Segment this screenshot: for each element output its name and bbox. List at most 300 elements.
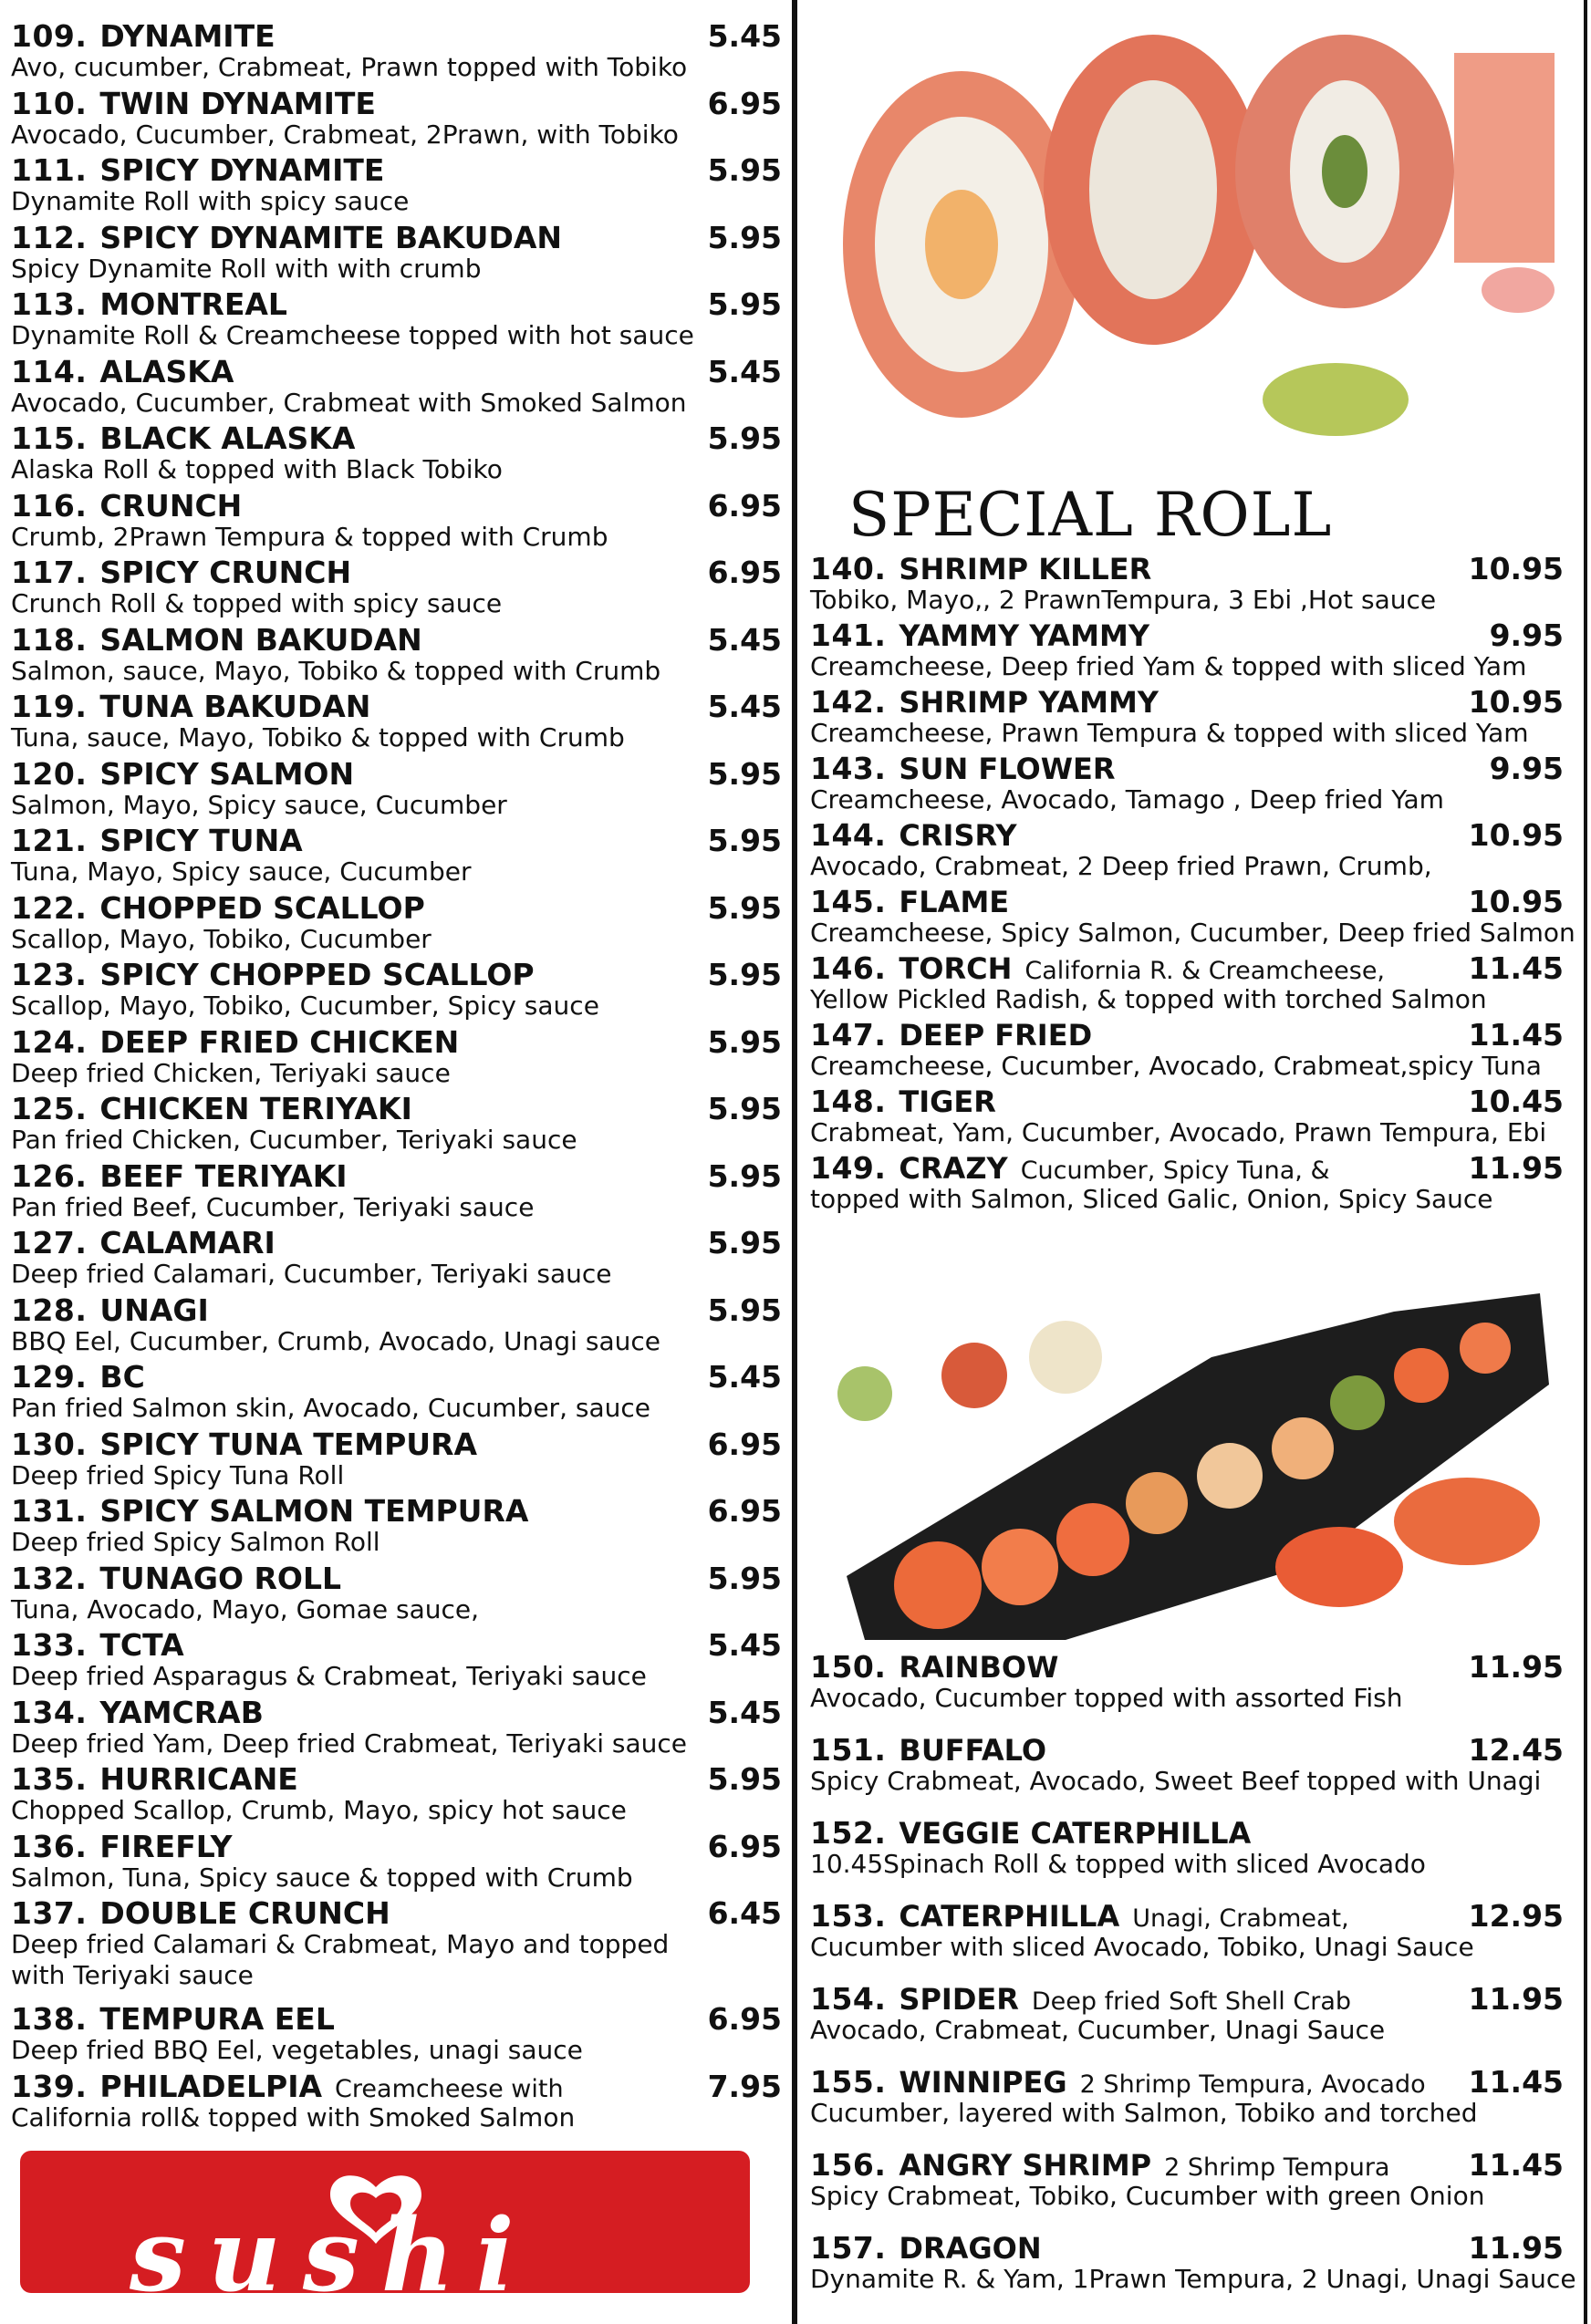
menu-item-number: 139. xyxy=(11,2068,88,2104)
menu-item-description: Spicy Crabmeat, Avocado, Sweet Beef topped with Unagi xyxy=(810,1766,1542,1796)
menu-item-description: Yellow Pickled Radish, & topped with torched Salmon xyxy=(810,984,1487,1014)
menu-item xyxy=(11,488,782,555)
menu-item-header xyxy=(810,1084,1564,1118)
menu-item xyxy=(11,286,782,354)
menu-item-inline-desc: California R. & Creamcheese, xyxy=(1024,957,1386,985)
menu-item xyxy=(11,1359,782,1427)
menu-item-name: SHRIMP KILLER xyxy=(899,552,1152,586)
menu-item-number: 129. xyxy=(11,1359,88,1395)
menu-item-price: 6.95 xyxy=(707,2001,782,2037)
menu-item-price: 5.45 xyxy=(707,1694,782,1730)
menu-item-name: DRAGON xyxy=(899,2231,1042,2266)
menu-item-description: 10.45Spinach Roll & topped with sliced Avocado xyxy=(810,1849,1426,1879)
menu-item-price: 10.95 xyxy=(1468,817,1564,853)
menu-item-price: 7.95 xyxy=(707,2068,782,2104)
menu-item-name: SPICY TUNA TEMPURA xyxy=(99,1426,478,1462)
menu-item-price: 10.95 xyxy=(1468,551,1564,586)
menu-item xyxy=(810,751,1564,817)
menu-item-header xyxy=(11,890,782,925)
menu-item-price: 11.95 xyxy=(1468,2230,1564,2266)
menu-item-header xyxy=(810,1150,1564,1185)
menu-item-header xyxy=(11,1359,782,1394)
menu-item-header xyxy=(11,220,782,254)
menu-item-price: 5.45 xyxy=(707,1359,782,1395)
menu-item-description: Deep fried Spicy Tuna Roll xyxy=(11,1459,345,1490)
menu-item-price: 10.45 xyxy=(1468,1084,1564,1119)
menu-item-header xyxy=(11,2001,782,2036)
menu-item-name: SUN FLOWER xyxy=(899,752,1116,786)
menu-item-price: 6.95 xyxy=(707,555,782,590)
menu-item xyxy=(11,823,782,890)
menu-item xyxy=(810,817,1564,884)
menu-item-name: DYNAMITE xyxy=(99,18,276,54)
menu-item-name: CALAMARI xyxy=(99,1225,276,1261)
menu-item-name: ALASKA xyxy=(99,353,234,389)
menu-item-header xyxy=(11,1561,782,1595)
menu-item-header xyxy=(11,1292,782,1327)
menu-item-price: 5.95 xyxy=(707,1560,782,1596)
menu-item-description: Alaska Roll & topped with Black Tobiko xyxy=(11,454,503,484)
menu-item-description: Pan fried Salmon skin, Avocado, Cucumber, sauce xyxy=(11,1393,650,1423)
menu-item-header xyxy=(11,1427,782,1461)
menu-item-number: 146. xyxy=(810,950,887,986)
menu-item-number: 126. xyxy=(11,1157,88,1194)
menu-item-number: 134. xyxy=(11,1694,88,1730)
menu-item-number: 135. xyxy=(11,1761,88,1797)
menu-item-number: 114. xyxy=(11,353,88,389)
menu-item-description: Avo, cucumber, Crabmeat, Prawn topped with Tobiko xyxy=(11,52,688,82)
menu-item-header xyxy=(11,1829,782,1863)
menu-item-header xyxy=(11,1158,782,1193)
menu-item-price: 5.45 xyxy=(707,18,782,54)
menu-item-description: Tuna, sauce, Mayo, Tobiko & topped with Crumb xyxy=(11,722,625,752)
menu-item xyxy=(11,555,782,622)
menu-item-number: 150. xyxy=(810,1649,887,1685)
menu-item-price: 6.95 xyxy=(707,85,782,121)
menu-item-price: 5.95 xyxy=(707,823,782,858)
menu-item-description: Deep fried Calamari, Cucumber, Teriyaki sauce xyxy=(11,1259,612,1289)
menu-item-number: 120. xyxy=(11,755,88,792)
menu-item-header xyxy=(11,354,782,389)
menu-item-header xyxy=(11,622,782,657)
menu-item xyxy=(11,1493,782,1561)
menu-item-header xyxy=(11,689,782,723)
menu-item-price: 6.95 xyxy=(707,1493,782,1529)
menu-item xyxy=(810,2230,1576,2313)
menu-item xyxy=(11,1024,782,1092)
menu-item-header xyxy=(810,817,1564,852)
menu-item-number: 125. xyxy=(11,1091,88,1126)
menu-item xyxy=(810,2064,1564,2147)
menu-item-number: 131. xyxy=(11,1493,88,1529)
menu-item-description: Chopped Scallop, Crumb, Mayo, spicy hot sauce xyxy=(11,1795,627,1825)
menu-item-description: Crabmeat, Yam, Cucumber, Avocado, Prawn Tempura, Ebi xyxy=(810,1117,1547,1147)
menu-item-description: with Teriyaki sauce xyxy=(11,1960,254,1990)
menu-item-name: SALMON BAKUDAN xyxy=(99,621,422,658)
menu-item-name: TWIN DYNAMITE xyxy=(99,85,376,121)
menu-item-price: 11.45 xyxy=(1468,2064,1564,2100)
menu-item-description: Avocado, Cucumber topped with assorted Fish xyxy=(810,1683,1403,1713)
menu-item-header xyxy=(810,617,1564,652)
menu-item-header xyxy=(810,2147,1564,2182)
menu-item-number: 132. xyxy=(11,1560,88,1596)
menu-item-description: Pan fried Beef, Cucumber, Teriyaki sauce xyxy=(11,1191,535,1222)
menu-item-name: FIREFLY xyxy=(99,1828,233,1864)
menu-item xyxy=(810,1815,1564,1898)
menu-item xyxy=(810,617,1564,684)
menu-item xyxy=(11,2001,782,2069)
menu-item-name: YAMCRAB xyxy=(99,1694,264,1730)
sushi-banner xyxy=(20,2151,750,2314)
menu-item xyxy=(11,220,782,287)
menu-item-description: Creamcheese, Spicy Salmon, Cucumber, Deep fried Salmon xyxy=(810,918,1575,948)
menu-item-price: 11.95 xyxy=(1468,1981,1564,2017)
menu-item xyxy=(11,1695,782,1762)
menu-item xyxy=(11,756,782,824)
menu-item-name: VEGGIE CATERPHILLA xyxy=(899,1816,1252,1851)
menu-item-number: 111. xyxy=(11,152,88,188)
menu-item-header xyxy=(810,684,1564,719)
menu-item-header xyxy=(11,1225,782,1260)
menu-item-header xyxy=(810,1981,1564,2016)
menu-item-price: 5.95 xyxy=(707,1225,782,1261)
menu-item-description: Deep fried Chicken, Teriyaki sauce xyxy=(11,1057,451,1088)
menu-item-description: Crunch Roll & topped with spicy sauce xyxy=(11,588,503,618)
menu-item xyxy=(11,957,782,1024)
menu-item-name: CHOPPED SCALLOP xyxy=(99,889,425,926)
menu-item-name: FLAME xyxy=(899,885,1010,919)
menu-item-header xyxy=(11,420,782,455)
menu-item-price: 6.95 xyxy=(707,487,782,524)
menu-item-description: BBQ Eel, Cucumber, Crumb, Avocado, Unagi sauce xyxy=(11,1325,660,1356)
menu-item-number: 142. xyxy=(810,684,887,720)
menu-item-name: SPICY DYNAMITE xyxy=(99,152,385,188)
menu-item-description: Tuna, Mayo, Spicy sauce, Cucumber xyxy=(11,856,472,887)
menu-item-header xyxy=(810,1732,1564,1767)
menu-item-price: 10.95 xyxy=(1468,684,1564,720)
menu-item-name: MONTREAL xyxy=(99,286,287,322)
menu-item-header xyxy=(11,488,782,523)
menu-item-name: TUNAGO ROLL xyxy=(99,1560,342,1596)
menu-item-description: Avocado, Crabmeat, Cucumber, Unagi Sauce xyxy=(810,2015,1386,2045)
menu-item-description: topped with Salmon, Sliced Galic, Onion, Spicy Sauce xyxy=(810,1184,1493,1214)
menu-item-header xyxy=(11,555,782,589)
menu-item-description: Avocado, Cucumber, Crabmeat, 2Prawn, with Tobiko xyxy=(11,119,679,150)
menu-item-name: SPICY TUNA xyxy=(99,823,303,858)
menu-item-name: CRISRY xyxy=(899,818,1017,853)
special-roll-heading: SPECIAL ROLL xyxy=(848,480,1333,550)
menu-item-price: 6.95 xyxy=(707,1828,782,1864)
sushi-roll-photo xyxy=(825,16,1555,465)
menu-item-name: BUFFALO xyxy=(899,1733,1047,1768)
menu-item-header xyxy=(11,756,782,791)
menu-item-number: 133. xyxy=(11,1627,88,1663)
menu-item-number: 144. xyxy=(810,817,887,853)
menu-item xyxy=(11,1561,782,1628)
menu-item-description: Avocado, Crabmeat, 2 Deep fried Prawn, Crumb, xyxy=(810,851,1432,881)
menu-item-price: 5.45 xyxy=(707,621,782,658)
menu-item xyxy=(11,1829,782,1896)
menu-item xyxy=(810,1649,1564,1732)
menu-item-description: Salmon, Mayo, Spicy sauce, Cucumber xyxy=(11,789,507,820)
menu-item-number: 128. xyxy=(11,1292,88,1328)
menu-item-name: TIGER xyxy=(899,1084,996,1119)
menu-item-description: Scallop, Mayo, Tobiko, Cucumber, Spicy sauce xyxy=(11,991,599,1021)
menu-item-number: 153. xyxy=(810,1898,887,1934)
menu-item-name: SPIDER xyxy=(899,1982,1019,2017)
menu-item xyxy=(11,1225,782,1292)
menu-item-number: 115. xyxy=(11,420,88,456)
menu-item-name: DOUBLE CRUNCH xyxy=(99,1895,390,1931)
menu-item-name: SPICY CHOPPED SCALLOP xyxy=(99,957,535,992)
menu-item xyxy=(11,18,782,86)
menu-item-number: 119. xyxy=(11,689,88,724)
menu-item xyxy=(11,152,782,220)
menu-item-number: 155. xyxy=(810,2064,887,2100)
menu-item-description: Deep fried Asparagus & Crabmeat, Teriyaki sauce xyxy=(11,1661,647,1691)
menu-item-number: 127. xyxy=(11,1225,88,1261)
menu-item xyxy=(810,1898,1564,1981)
menu-item xyxy=(11,622,782,690)
menu-item xyxy=(810,950,1564,1017)
menu-item-price: 11.45 xyxy=(1468,1017,1564,1053)
menu-item-description: California roll& topped with Smoked Salmon xyxy=(11,2101,576,2132)
menu-item-name: BLACK ALASKA xyxy=(99,420,356,456)
menu-item-price: 5.95 xyxy=(707,755,782,792)
menu-item-number: 147. xyxy=(810,1017,887,1053)
menu-item-header xyxy=(11,957,782,991)
menu-item-number: 121. xyxy=(11,823,88,858)
menu-item-description: Deep fried Spicy Salmon Roll xyxy=(11,1527,380,1557)
menu-item-header xyxy=(11,18,782,53)
menu-item-name: CRUNCH xyxy=(99,487,243,524)
menu-item-name: SPICY CRUNCH xyxy=(99,555,352,590)
menu-item-price: 5.45 xyxy=(707,689,782,724)
menu-item-inline-desc: Unagi, Crabmeat, xyxy=(1132,1904,1349,1933)
menu-item-description: Deep fried Yam, Deep fried Crabmeat, Teriyaki sauce xyxy=(11,1727,687,1759)
menu-item-name: BC xyxy=(99,1359,145,1395)
menu-item-name: SPICY DYNAMITE BAKUDAN xyxy=(99,219,562,255)
menu-item xyxy=(11,1091,782,1158)
menu-item-header xyxy=(11,1627,782,1662)
menu-item xyxy=(11,86,782,153)
menu-item-number: 138. xyxy=(11,2001,88,2037)
menu-item xyxy=(11,420,782,488)
menu-item-description: Cucumber with sliced Avocado, Tobiko, Unagi Sauce xyxy=(810,1932,1474,1962)
menu-item xyxy=(810,884,1575,950)
sushi-platter-photo xyxy=(828,1275,1558,1640)
menu-item-price: 12.95 xyxy=(1468,1898,1564,1934)
menu-item-header xyxy=(11,1493,782,1528)
menu-item-price: 5.95 xyxy=(707,1091,782,1126)
menu-item-description: Deep fried BBQ Eel, vegetables, unagi sauce xyxy=(11,2035,583,2065)
menu-item xyxy=(11,1895,782,2001)
menu-item-name: UNAGI xyxy=(99,1292,209,1328)
menu-item-description: Creamcheese, Cucumber, Avocado, Crabmeat,spicy Tuna xyxy=(810,1051,1542,1081)
menu-item xyxy=(11,1158,782,1226)
column-divider xyxy=(792,0,797,2324)
menu-item-number: 154. xyxy=(810,1981,887,2017)
menu-item-number: 122. xyxy=(11,889,88,926)
menu-item-inline-desc: 2 Shrimp Tempura xyxy=(1164,2153,1390,2182)
left-menu-column xyxy=(11,18,782,2135)
menu-item-name: WINNIPEG xyxy=(899,2065,1067,2100)
menu-item-number: 116. xyxy=(11,487,88,524)
menu-item-name: PHILADELPIA xyxy=(99,2068,323,2104)
menu-item-header xyxy=(11,86,782,120)
menu-item-name: TCTA xyxy=(99,1627,184,1663)
menu-item xyxy=(810,1084,1564,1150)
menu-item-price: 10.95 xyxy=(1468,884,1564,919)
menu-item-price: 5.95 xyxy=(707,152,782,188)
menu-item xyxy=(11,1627,782,1695)
menu-item-number: 149. xyxy=(810,1150,887,1186)
menu-item-number: 143. xyxy=(810,751,887,786)
menu-item-price: 11.95 xyxy=(1468,1150,1564,1186)
menu-item-price: 5.95 xyxy=(707,1292,782,1328)
menu-item-number: 118. xyxy=(11,621,88,658)
menu-item-number: 157. xyxy=(810,2230,887,2266)
menu-item-header xyxy=(810,950,1564,985)
menu-item-name: SPICY SALMON TEMPURA xyxy=(99,1493,529,1529)
menu-item-header xyxy=(810,884,1564,918)
menu-item-name: ANGRY SHRIMP xyxy=(899,2148,1152,2183)
menu-item-price: 5.95 xyxy=(707,1761,782,1797)
menu-item xyxy=(11,1427,782,1494)
menu-item-header xyxy=(11,1761,782,1796)
menu-item-description: Dynamite R. & Yam, 1Prawn Tempura, 2 Unagi, Unagi Sauce xyxy=(810,2264,1576,2294)
menu-item-number: 117. xyxy=(11,555,88,590)
menu-item-price: 5.95 xyxy=(707,1023,782,1060)
menu-item-number: 137. xyxy=(11,1895,88,1931)
menu-item-price: 5.95 xyxy=(707,957,782,992)
menu-item-price: 12.45 xyxy=(1468,1732,1564,1768)
menu-item-price: 5.95 xyxy=(707,1157,782,1194)
menu-item-header xyxy=(11,823,782,857)
menu-item xyxy=(11,354,782,421)
menu-item-header xyxy=(810,1017,1564,1052)
menu-item-number: 136. xyxy=(11,1828,88,1864)
menu-item-name: CATERPHILLA xyxy=(899,1899,1120,1934)
menu-item-description: Creamcheese, Prawn Tempura & topped with sliced Yam xyxy=(810,718,1529,748)
menu-item-description: Pan fried Chicken, Cucumber, Teriyaki sauce xyxy=(11,1125,577,1155)
menu-item-header xyxy=(810,1898,1564,1933)
menu-item-header xyxy=(810,551,1564,586)
menu-item-header xyxy=(11,1091,782,1126)
menu-item xyxy=(810,1017,1564,1084)
menu-item-header xyxy=(11,1024,782,1059)
menu-item-number: 110. xyxy=(11,85,88,121)
menu-item-number: 140. xyxy=(810,551,887,586)
menu-item-header xyxy=(11,1895,782,1930)
menu-item-name: TUNA BAKUDAN xyxy=(99,689,371,724)
menu-item-number: 130. xyxy=(11,1426,88,1462)
menu-item-name: HURRICANE xyxy=(99,1761,298,1797)
menu-item xyxy=(11,1761,782,1829)
menu-item-number: 156. xyxy=(810,2147,887,2183)
menu-item-description: Avocado, Cucumber, Crabmeat with Smoked Salmon xyxy=(11,387,687,418)
menu-item-description: Deep fried Calamari & Crabmeat, Mayo and topped xyxy=(11,1929,670,1959)
menu-item xyxy=(810,1150,1564,1217)
menu-item xyxy=(11,890,782,958)
menu-item-description: Crumb, 2Prawn Tempura & topped with Crumb xyxy=(11,521,608,552)
menu-item-description: Salmon, sauce, Mayo, Tobiko & topped with Crumb xyxy=(11,655,661,686)
menu-item-price: 11.45 xyxy=(1468,2147,1564,2183)
menu-item-name: SHRIMP YAMMY xyxy=(899,685,1159,720)
menu-item-price: 9.95 xyxy=(1489,751,1564,786)
menu-item-description: Salmon, Tuna, Spicy sauce & topped with Crumb xyxy=(11,1862,633,1893)
menu-item-number: 124. xyxy=(11,1023,88,1060)
menu-item-price: 5.95 xyxy=(707,889,782,926)
menu-item-description: Dynamite Roll & Creamcheese topped with hot sauce xyxy=(11,320,694,350)
menu-item-description: Spicy Dynamite Roll with with crumb xyxy=(11,253,482,284)
menu-item-inline-desc: Creamcheese with xyxy=(335,2074,564,2103)
menu-item-price: 5.45 xyxy=(707,353,782,389)
menu-item-price: 6.45 xyxy=(707,1895,782,1931)
menu-item-price: 11.95 xyxy=(1468,1649,1564,1685)
menu-item-description: Creamcheese, Avocado, Tamago , Deep fried Yam xyxy=(810,784,1444,814)
menu-item xyxy=(11,1292,782,1360)
menu-item-price: 6.95 xyxy=(707,1426,782,1462)
menu-item xyxy=(810,2147,1564,2230)
menu-item-name: TORCH xyxy=(899,951,1013,986)
special-roll-list-a xyxy=(810,551,1575,1217)
menu-item-inline-desc: Deep fried Soft Shell Crab xyxy=(1031,1987,1352,2016)
menu-item-header xyxy=(810,2064,1564,2099)
menu-item-number: 152. xyxy=(810,1815,887,1851)
menu-item-inline-desc: 2 Shrimp Tempura, Avocado xyxy=(1079,2070,1426,2099)
menu-item-name: SPICY SALMON xyxy=(99,755,355,792)
menu-item-description: Creamcheese, Deep fried Yam & topped with sliced Yam xyxy=(810,651,1527,681)
menu-item-header xyxy=(810,751,1564,785)
menu-item-number: 145. xyxy=(810,884,887,919)
menu-item-description: Scallop, Mayo, Tobiko, Cucumber xyxy=(11,923,432,954)
menu-item-price: 11.45 xyxy=(1468,950,1564,986)
menu-item-header xyxy=(810,2230,1564,2265)
menu-item xyxy=(810,1732,1564,1815)
menu-item-header xyxy=(11,1695,782,1729)
menu-item-number: 112. xyxy=(11,219,88,255)
menu-item-description: Tuna, Avocado, Mayo, Gomae sauce, xyxy=(11,1593,479,1624)
special-roll-list-b xyxy=(810,1649,1576,2313)
menu-item-number: 123. xyxy=(11,957,88,992)
menu-item-name: CHICKEN TERIYAKI xyxy=(99,1091,412,1126)
menu-item-description: Dynamite Roll with spicy sauce xyxy=(11,186,410,216)
menu-item-price: 5.45 xyxy=(707,1627,782,1663)
page-border xyxy=(1584,0,1587,2324)
menu-item-description: Tobiko, Mayo,, 2 PrawnTempura, 3 Ebi ,Hot sauce xyxy=(810,585,1437,615)
menu-item-name: DEEP FRIED xyxy=(899,1018,1093,1053)
menu-item-price: 5.95 xyxy=(707,219,782,255)
menu-item xyxy=(810,1981,1564,2064)
menu-item-price: 5.95 xyxy=(707,286,782,322)
menu-item-name: TEMPURA EEL xyxy=(99,2001,335,2037)
menu-item-description: Cucumber, layered with Salmon, Tobiko and torched xyxy=(810,2098,1478,2128)
menu-item-name: RAINBOW xyxy=(899,1650,1059,1685)
menu-item-header xyxy=(810,1815,1564,1850)
menu-item-header xyxy=(11,286,782,321)
menu-item xyxy=(11,2069,782,2136)
menu-item-number: 148. xyxy=(810,1084,887,1119)
menu-item-name: BEEF TERIYAKI xyxy=(99,1157,348,1194)
menu-item-name: YAMMY YAMMY xyxy=(899,618,1150,653)
menu-item-price: 5.95 xyxy=(707,420,782,456)
menu-item xyxy=(810,684,1564,751)
menu-item xyxy=(810,551,1564,617)
menu-item-name: CRAZY xyxy=(899,1151,1008,1186)
menu-item-header xyxy=(11,152,782,187)
menu-item-number: 109. xyxy=(11,18,88,54)
